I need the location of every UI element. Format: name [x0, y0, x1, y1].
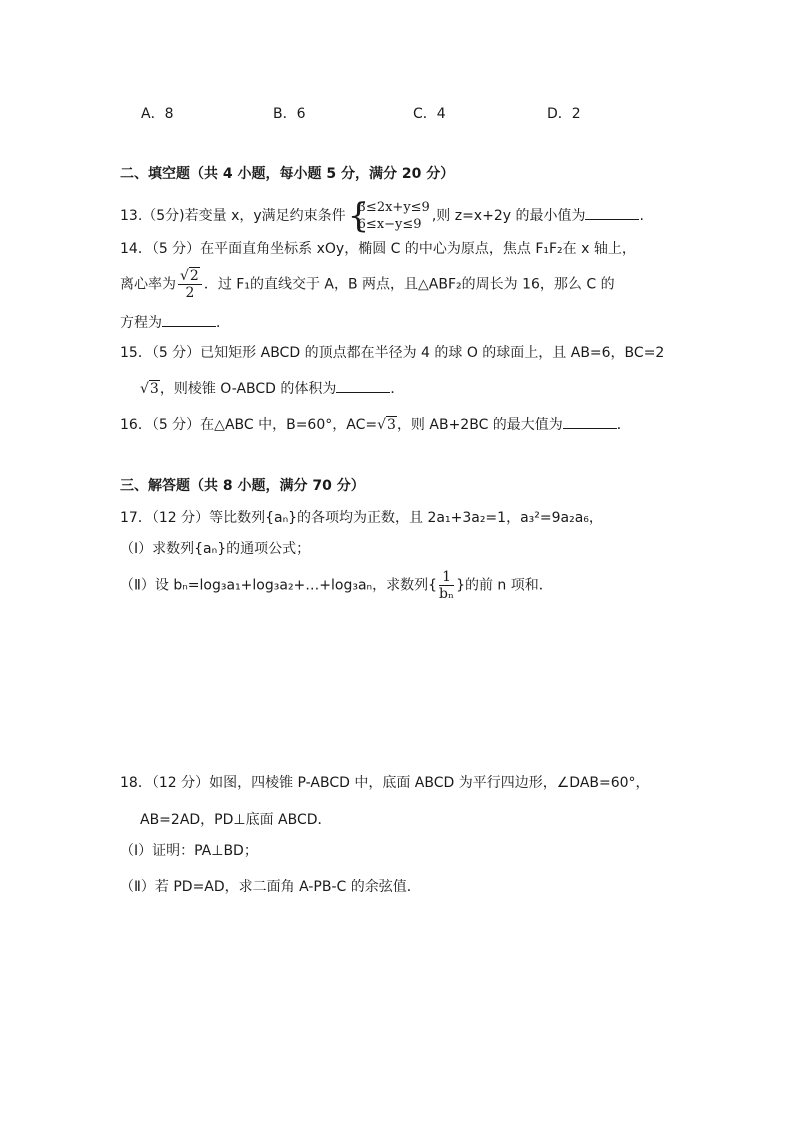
q13-suffix: ,则 z=x+2y 的最小值为 — [431, 208, 586, 224]
question-14-line-1: 14．（5 分）在平面直角坐标系 xOy，椭圆 C 的中心为原点，焦点 F₁F₂在 x 轴上， — [120, 241, 636, 257]
sqrt-radicand: 3 — [387, 417, 396, 433]
sqrt-sign-icon: √3 — [377, 417, 396, 433]
q14-eccentricity-label: 离心率为 — [120, 276, 176, 293]
q16-suffix: ，则 AB+2BC 的最大值为 — [396, 417, 563, 433]
constraint-system — [347, 196, 430, 236]
choice-c: C．4 — [413, 106, 446, 122]
answer-blank — [336, 378, 390, 393]
left-brace-icon: { — [347, 196, 370, 236]
q13-prefix: 13.（5分)若变量 x，y满足约束条件 — [120, 208, 346, 224]
fraction-denominator: 2 — [185, 285, 195, 301]
question-18-part-1: （Ⅰ）证明：PA⊥BD； — [120, 843, 258, 859]
sqrt-sign-icon: √2 — [180, 268, 199, 284]
sqrt-radicand: 2 — [189, 268, 199, 284]
q16-prefix: 16．（5 分）在△ABC 中，B=60°，AC= — [120, 417, 378, 433]
q15-line-2-text: ，则棱锥 O-ABCD 的体积为 — [159, 381, 337, 397]
question-14-line-2 — [120, 268, 615, 301]
constraint-row-2: 6≤x−y≤9 — [357, 217, 422, 232]
eccentricity-fraction — [178, 268, 202, 301]
question-17-part-2 — [120, 569, 553, 602]
question-15-line-2 — [140, 378, 404, 399]
q14-line-3-text: 方程为 — [120, 315, 162, 331]
choice-a: A．8 — [141, 106, 174, 122]
q14-line-2-text: ．过 F₁的直线交于 A，B 两点，且△ABF₂的周长为 16，那么 C 的 — [203, 276, 615, 293]
fraction-numerator: 1 — [439, 569, 454, 586]
choice-b: B．6 — [273, 106, 306, 122]
question-18-line-2: AB=2AD，PD⊥底面 ABCD． — [140, 812, 332, 828]
question-15-line-1: 15．（5 分）已知矩形 ABCD 的顶点都在半径为 4 的球 O 的球面上，且 AB=6，BC=2 — [120, 345, 665, 361]
q17-part-2-text: （Ⅱ）设 bₙ=log₃a₁+log₃a₂+…+log₃aₙ，求数列{ — [120, 577, 438, 594]
sqrt-radicand: 3 — [149, 381, 159, 397]
question-18-part-2: （Ⅱ）若 PD=AD，求二面角 A-PB-C 的余弦值． — [120, 879, 421, 895]
question-13 — [120, 196, 644, 236]
question-16 — [120, 414, 631, 435]
sqrt-sign-icon: √3 — [140, 381, 159, 397]
q15-end: ． — [390, 381, 405, 397]
section-heading-solutions: 三、解答题（共 8 小题，满分 70 分） — [120, 478, 365, 494]
constraint-row-1: 3≤2x+y≤9 — [357, 200, 430, 215]
question-14-line-3 — [120, 312, 230, 333]
q13-end: . — [639, 208, 644, 224]
question-17-part-1: （Ⅰ）求数列{aₙ}的通项公式； — [120, 541, 311, 557]
q17-part-2-end: }的前 n 项和． — [456, 577, 553, 594]
section-heading-fill-in: 二、填空题（共 4 小题，每小题 5 分，满分 20 分） — [120, 166, 455, 182]
question-17-line-1: 17．（12 分）等比数列{aₙ}的各项均为正数，且 2a₁+3a₂=1，a₃²=9a₂a₆， — [120, 510, 603, 526]
q16-end: ． — [616, 417, 631, 433]
reciprocal-fraction — [439, 569, 454, 602]
answer-blank — [563, 414, 617, 429]
answer-blank — [585, 205, 639, 220]
choice-d: D．2 — [547, 106, 581, 122]
q14-end: ． — [216, 315, 230, 331]
question-18-line-1: 18．（12 分）如图，四棱锥 P-ABCD 中，底面 ABCD 为平行四边形，∠DAB=60°， — [120, 775, 650, 791]
answer-blank — [162, 312, 216, 327]
fraction-denominator: bₙ — [439, 586, 455, 602]
